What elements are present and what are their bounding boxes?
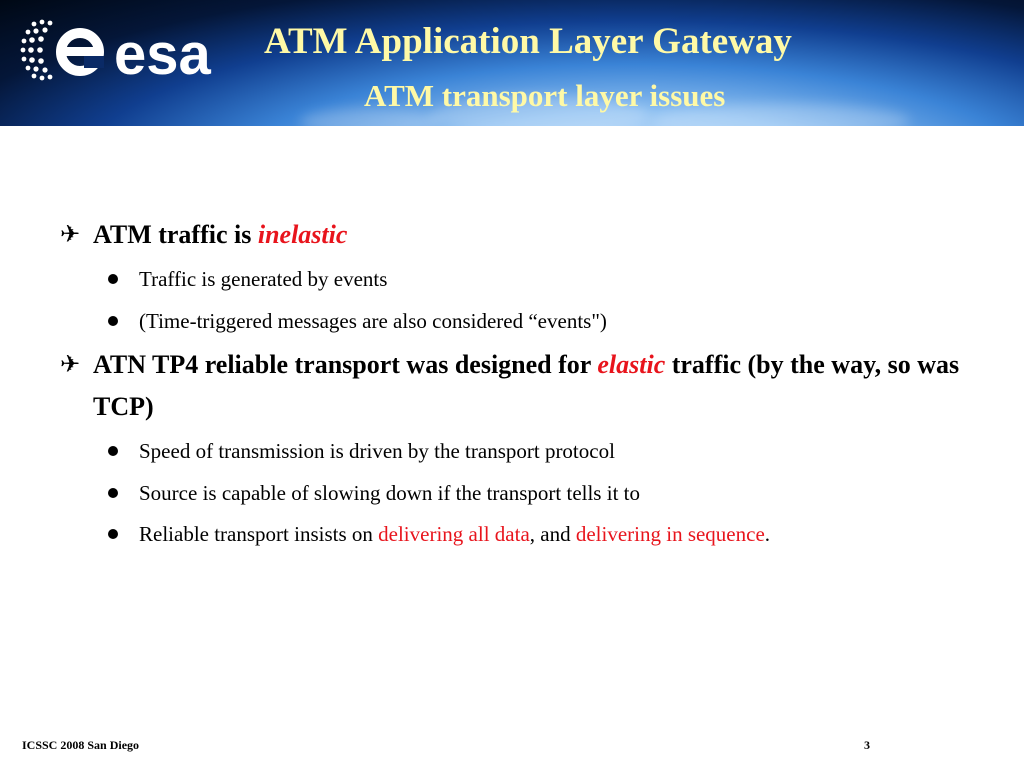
sub-bullet: Traffic is generated by events	[139, 267, 388, 291]
esa-logo	[18, 12, 244, 90]
sub-bullet-text: , and	[529, 522, 576, 546]
bullet-text: ATM traffic is	[93, 220, 258, 249]
round-dot-icon	[108, 446, 118, 456]
page-number: 3	[864, 738, 870, 752]
emphasis-delivering-in-sequence: delivering in sequence	[575, 522, 765, 546]
emphasis-inelastic: inelastic	[257, 220, 348, 249]
bullet-atn-tp4	[93, 344, 973, 428]
sub-bullet: (Time-triggered messages are also considered “events")	[139, 309, 607, 333]
slide-title: ATM Application Layer Gateway	[264, 21, 792, 62]
bullet-text-continued: traffic (by the way, so was TCP)	[93, 350, 960, 421]
round-dot-icon	[108, 316, 118, 326]
slide-subtitle: ATM transport layer issues	[364, 78, 726, 113]
footer-conference: ICSSC 2008 San Diego	[22, 738, 140, 752]
bullet-atm-traffic	[93, 214, 973, 256]
emphasis-delivering-all-data: delivering all data	[378, 522, 530, 546]
bullet-text: ATN TP4 reliable transport was designed for	[93, 350, 598, 379]
round-dot-icon	[108, 488, 118, 498]
sub-bullet-reliable	[139, 517, 899, 551]
round-dot-icon	[108, 529, 118, 539]
esa-wordmark: esa	[114, 22, 211, 87]
sub-bullet-text: .	[764, 522, 771, 546]
airplane-icon: ✈	[60, 352, 81, 378]
airplane-icon: ✈	[60, 222, 81, 248]
emphasis-elastic: elastic	[597, 350, 666, 379]
sub-bullet: Source is capable of slowing down if the transport tells it to	[139, 481, 640, 505]
sub-bullet-text: Reliable transport insists on	[139, 522, 379, 546]
sub-bullet: Speed of transmission is driven by the transport protocol	[139, 439, 615, 463]
header-banner	[0, 0, 1024, 126]
round-dot-icon	[108, 274, 118, 284]
